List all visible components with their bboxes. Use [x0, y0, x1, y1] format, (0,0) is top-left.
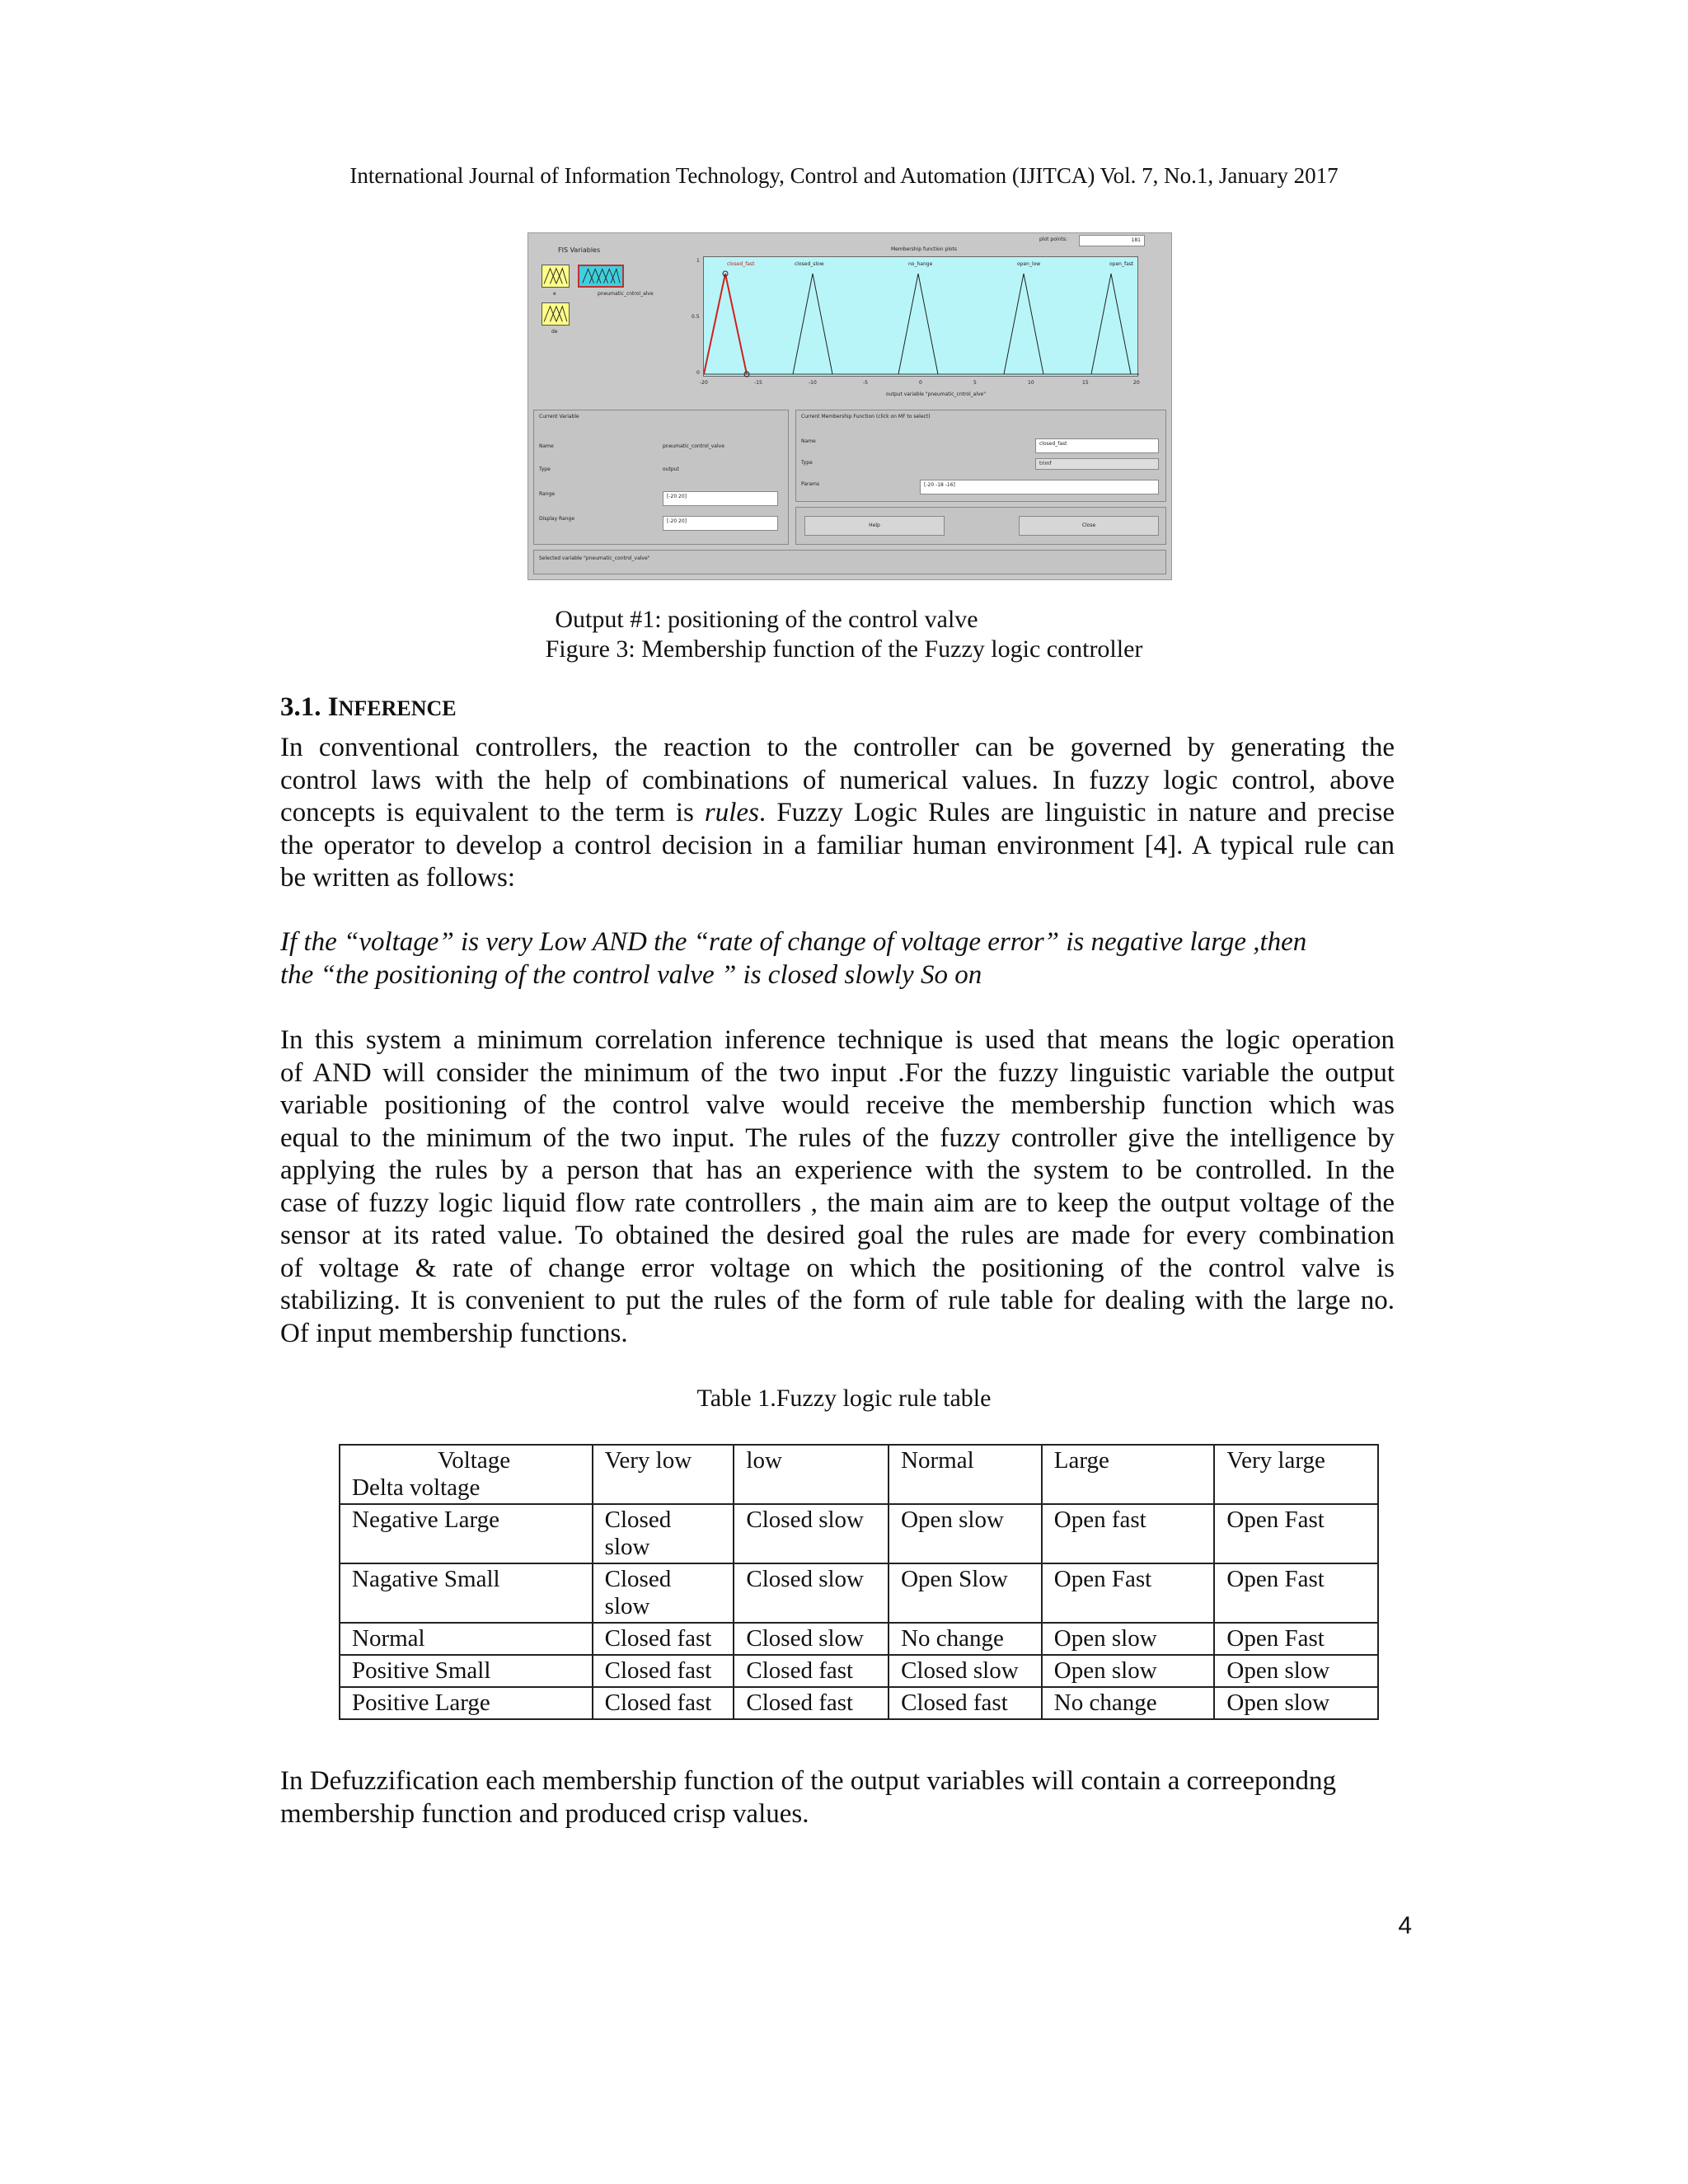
- table-cell: Closed slow: [734, 1623, 889, 1655]
- paragraph-line: equal to the minimum of the two input. The rules of the fuzzy controller give the intelligence by: [280, 1122, 1395, 1153]
- table-corner-cell: [340, 1445, 593, 1504]
- paragraph-line: applying the rules by a person that has an experience with the system to be controlled. In the: [280, 1155, 1395, 1185]
- y-tick-0-5: 0.5: [692, 314, 700, 320]
- line-text: concepts is equivalent to the term is: [280, 798, 705, 827]
- table-cell: Open slow: [1042, 1623, 1215, 1655]
- type-value: output: [663, 466, 679, 472]
- fuzzy-rule-table: [339, 1444, 1379, 1720]
- table-cell: Open fast: [1042, 1504, 1215, 1563]
- row-label: Positive Large: [340, 1687, 593, 1719]
- mf-name-label: Name: [801, 438, 816, 444]
- paragraph-line: membership function and produced crisp values.: [280, 1798, 809, 1829]
- range-field[interactable]: [-20 20]: [663, 491, 778, 506]
- paragraph-line: the operator to develop a control decision in a familiar human environment [4]. A typical rule can: [280, 830, 1395, 860]
- name-value: pneumatic_control_valve: [663, 443, 724, 449]
- table-cell: Closed slow: [593, 1504, 734, 1563]
- output-variable-box: [578, 265, 624, 288]
- mf-no-change-curve: [898, 274, 938, 374]
- membership-plot: [703, 256, 1138, 377]
- display-range-label: Display Range: [539, 516, 575, 522]
- output-mf-icon: [579, 266, 622, 286]
- table-cell: Open Slow: [889, 1563, 1042, 1623]
- figure-caption: Figure 3: Membership function of the Fuzzy logic controller: [545, 635, 1143, 663]
- column-header: Normal: [889, 1445, 1042, 1504]
- table-cell: Closed slow: [889, 1655, 1042, 1687]
- row-label: Negative Large: [340, 1504, 593, 1563]
- table-cell: Closed slow: [593, 1563, 734, 1623]
- rule-line: If the “voltage” is very Low AND the “rate of change of voltage error” is negative large ,then: [280, 927, 1307, 957]
- section-heading: [280, 692, 457, 723]
- paragraph-line: sensor at its rated value. To obtained the desired goal the rules are made for every combination: [280, 1221, 1395, 1250]
- membership-plot-svg: [704, 257, 1139, 377]
- paragraph-line: In this system a minimum correlation inference technique is used that means the logic operation: [280, 1025, 1395, 1055]
- params-field[interactable]: [-20 -18 -16]: [920, 480, 1159, 494]
- table-cell: Closed fast: [593, 1623, 734, 1655]
- x-tick: 0: [919, 380, 922, 386]
- corner-voltage: Voltage: [438, 1447, 511, 1474]
- page-number: 4: [1398, 1912, 1412, 1939]
- current-variable-label: Current Variable: [539, 414, 579, 419]
- paragraph-line: stabilizing. It is convenient to put the rules of the form of rule table for dealing with the large no.: [280, 1286, 1395, 1315]
- mf-closed-slow-curve: [793, 274, 832, 374]
- table-cell: Open Fast: [1214, 1504, 1378, 1563]
- section-number: 3.1.: [280, 692, 321, 722]
- paragraph-defuzzification: [280, 1765, 1395, 1830]
- paragraph-line: In Defuzzification each membership function of the output variables will contain a correepondng: [280, 1766, 1337, 1796]
- table-cell: Closed fast: [889, 1687, 1042, 1719]
- input-de-box: [542, 302, 570, 326]
- table-cell: Open Fast: [1042, 1563, 1215, 1623]
- output-variable-label: pneumatic_cntrol_alve: [598, 291, 654, 297]
- row-label: Normal: [340, 1623, 593, 1655]
- mf-label-1: closed_slow: [795, 261, 824, 267]
- plot-title: Membership function plots: [891, 246, 958, 252]
- mf-name-field[interactable]: closed_fast: [1035, 438, 1159, 453]
- rule-example: [280, 926, 1395, 991]
- fis-variables-label: FIS Variables: [558, 246, 601, 254]
- table-cell: Open Fast: [1214, 1563, 1378, 1623]
- table-header-row: [340, 1445, 1378, 1504]
- column-header: Very large: [1214, 1445, 1378, 1504]
- corner-delta-voltage: Delta voltage: [352, 1474, 481, 1501]
- table-row: [340, 1655, 1378, 1687]
- table-row: [340, 1504, 1378, 1563]
- rules-term: rules: [704, 798, 759, 827]
- status-bar: [533, 550, 1166, 574]
- x-tick: 20: [1133, 380, 1140, 386]
- params-label: Params: [801, 481, 820, 487]
- mf-open-fast-curve: [1091, 274, 1131, 374]
- input-de-label: de: [551, 329, 558, 335]
- close-button[interactable]: Close: [1019, 516, 1159, 536]
- section-title-rest: NFERENCE: [338, 696, 457, 720]
- input-e-label: e: [553, 291, 556, 297]
- input-e-box: [542, 265, 570, 288]
- display-range-field[interactable]: [-20 20]: [663, 516, 778, 531]
- column-header: Large: [1042, 1445, 1215, 1504]
- input-de-mf-icon: [542, 303, 569, 325]
- paragraph-line: variable positioning of the control valve would receive the membership function which was: [280, 1090, 1395, 1120]
- mf-label-3: open_low: [1017, 261, 1041, 267]
- y-tick-0: 0: [696, 370, 700, 376]
- current-mf-label: Current Membership Function (click on MF to select): [801, 414, 931, 419]
- table-cell: Open Fast: [1214, 1623, 1378, 1655]
- table-cell: Open slow: [889, 1504, 1042, 1563]
- row-label: Nagative Small: [340, 1563, 593, 1623]
- x-tick: -10: [809, 380, 817, 386]
- table-cell: Closed fast: [593, 1655, 734, 1687]
- paragraph-line: case of fuzzy logic liquid flow rate controllers , the main aim are to keep the output voltage of the: [280, 1188, 1395, 1218]
- paragraph-line: of AND will consider the minimum of the two input .For the fuzzy linguistic variable the output: [280, 1057, 1395, 1088]
- type-label: Type: [539, 466, 551, 472]
- table-cell: Open slow: [1214, 1687, 1378, 1719]
- table-cell: Open slow: [1214, 1655, 1378, 1687]
- mf-closed-fast-curve: [704, 274, 747, 374]
- plot-points-field: 181: [1079, 235, 1145, 246]
- section-title-first: I: [327, 692, 339, 722]
- table-caption: Table 1.Fuzzy logic rule table: [696, 1385, 992, 1412]
- status-text: Selected variable "pneumatic_control_valve": [539, 555, 650, 561]
- table-row: [340, 1623, 1378, 1655]
- rule-line: the “the positioning of the control valve ” is closed slowly So on: [280, 959, 982, 990]
- mf-label-2: no_hange: [908, 261, 933, 267]
- column-header: low: [734, 1445, 889, 1504]
- x-tick: 5: [973, 380, 977, 386]
- table-cell: Closed fast: [593, 1687, 734, 1719]
- button-panel: [795, 507, 1166, 545]
- current-mf-panel: [795, 410, 1166, 502]
- table-cell: Closed slow: [734, 1504, 889, 1563]
- table-row: [340, 1687, 1378, 1719]
- paragraph-line: control laws with the help of combinations of numerical values. In fuzzy logic control, above: [280, 765, 1395, 795]
- figure-subcaption: Output #1: positioning of the control valve: [555, 606, 978, 633]
- plot-points-label: plot points:: [1039, 237, 1067, 242]
- paragraph-line: Of input membership functions.: [280, 1318, 628, 1348]
- paragraph-line: [280, 797, 1395, 830]
- row-label: Positive Small: [340, 1655, 593, 1687]
- journal-header: International Journal of Information Technology, Control and Automation (IJITCA) Vol. 7, No.1, January 2017: [349, 163, 1339, 188]
- paragraph-inference: [280, 1024, 1395, 1350]
- x-tick: -20: [700, 380, 708, 386]
- column-header: Very low: [593, 1445, 734, 1504]
- paragraph-line: be written as follows:: [280, 863, 516, 893]
- table-cell: Open slow: [1042, 1655, 1215, 1687]
- x-axis-label: output variable "pneumatic_cntrol_alve": [886, 391, 986, 397]
- mf-label-0: closed_fast: [727, 261, 755, 267]
- mf-label-4: open_fast: [1109, 261, 1134, 267]
- table-cell: Closed fast: [734, 1687, 889, 1719]
- membership-function-editor-figure: [528, 232, 1172, 580]
- x-tick: -5: [863, 380, 868, 386]
- current-variable-panel: [533, 410, 789, 545]
- table-cell: Closed slow: [734, 1563, 889, 1623]
- mf-type-label: Type: [801, 460, 813, 466]
- table-cell: No change: [1042, 1687, 1215, 1719]
- range-label: Range: [539, 491, 556, 497]
- table-cell: Closed fast: [734, 1655, 889, 1687]
- table-row: [340, 1563, 1378, 1623]
- paragraph-intro: [280, 732, 1395, 895]
- mf-open-slow-curve: [1004, 274, 1043, 374]
- paragraph-line: In conventional controllers, the reaction to the controller can be governed by generating the: [280, 733, 1395, 762]
- paragraph-line: of voltage & rate of change error voltage on which the positioning of the control valve is: [280, 1253, 1395, 1283]
- y-tick-1: 1: [696, 258, 700, 264]
- name-label: Name: [539, 443, 554, 449]
- x-tick: 15: [1082, 380, 1089, 386]
- mf-type-dropdown[interactable]: trimf: [1035, 458, 1159, 470]
- help-button[interactable]: Help: [804, 516, 945, 536]
- table-cell: No change: [889, 1623, 1042, 1655]
- input-e-mf-icon: [542, 265, 569, 287]
- line-text: . Fuzzy Logic Rules are linguistic in nature and precise: [758, 798, 1395, 827]
- x-tick: -15: [754, 380, 762, 386]
- x-tick: 10: [1028, 380, 1034, 386]
